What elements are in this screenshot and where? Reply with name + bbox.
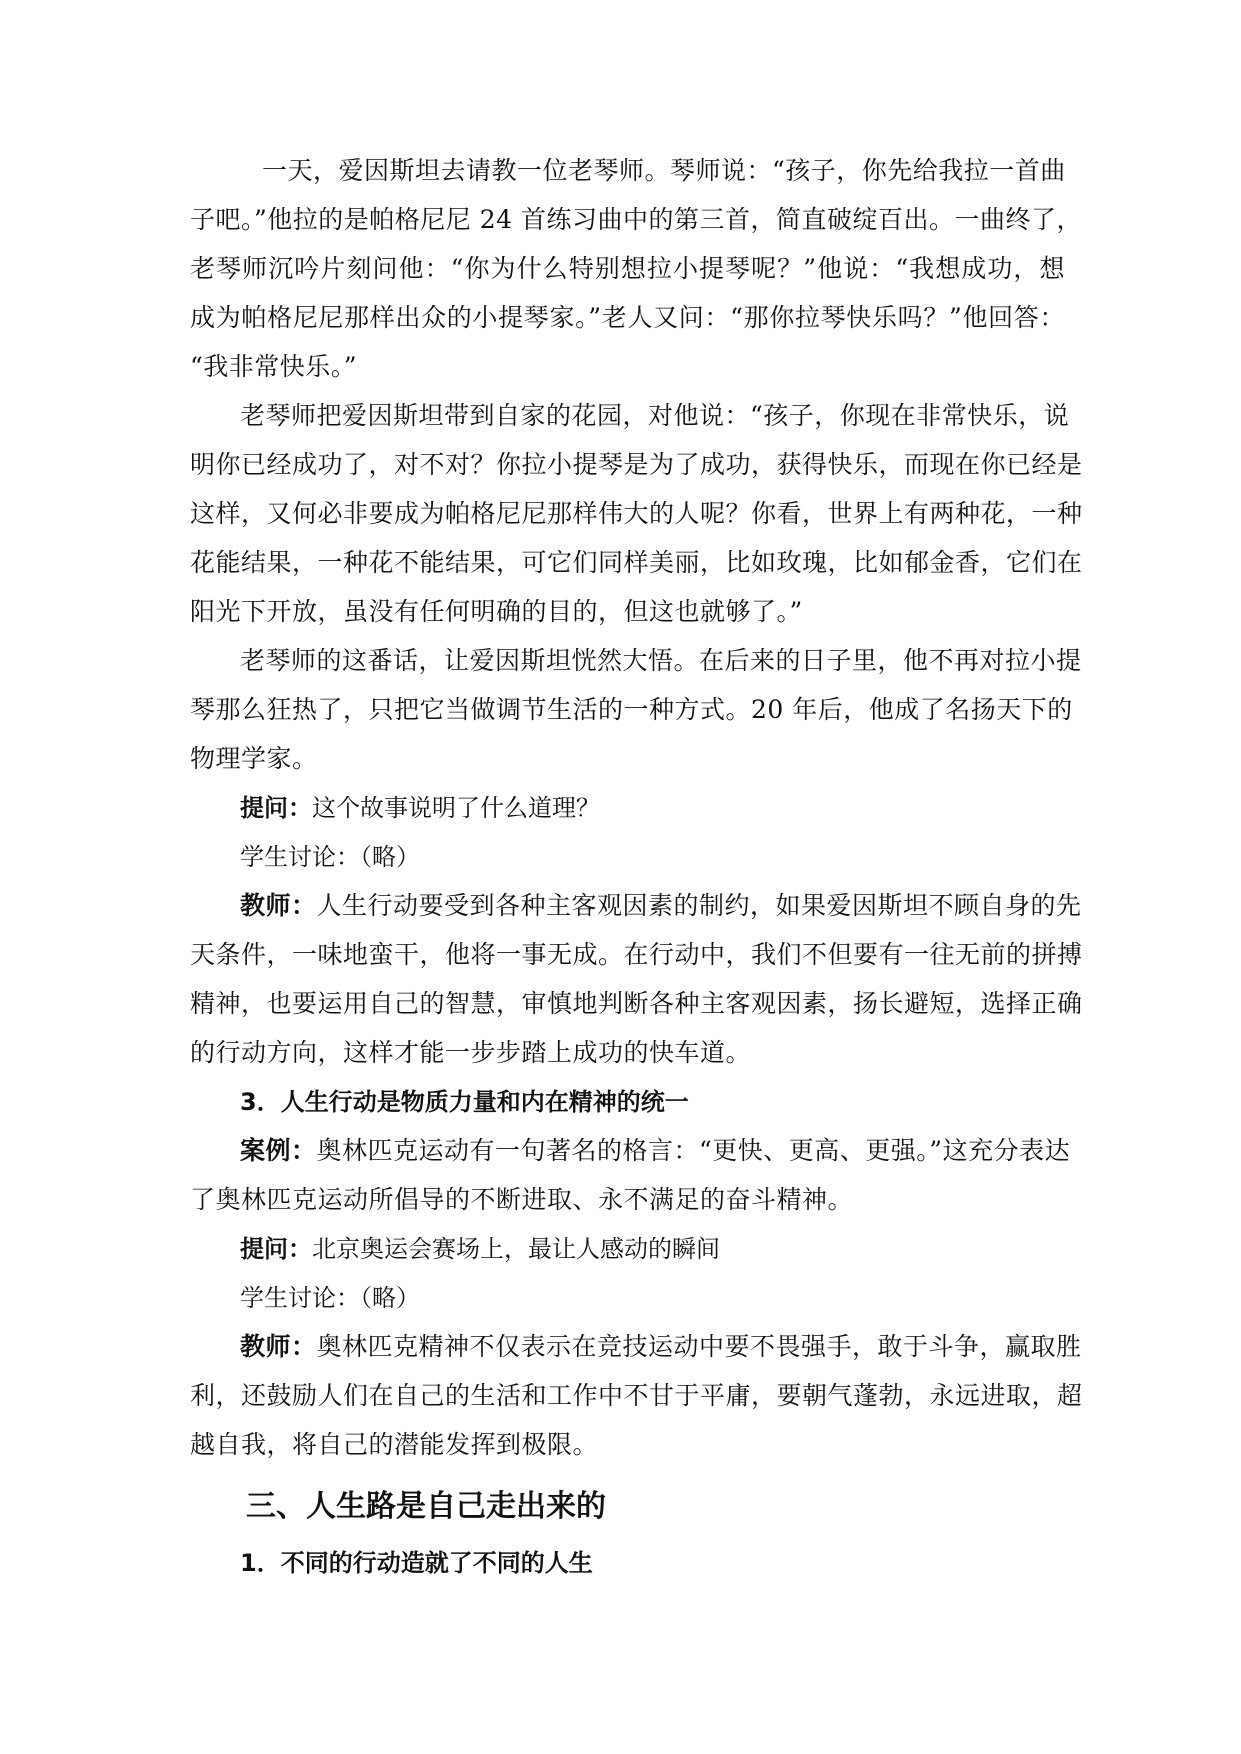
- document-page: [190, 156, 1083, 1597]
- text-line: “我非常快乐。”: [190, 352, 358, 381]
- text-line: 物理学家。: [190, 744, 318, 773]
- text-line: 精神，也要运用自己的智慧，审慎地判断各种主客观因素，扬长避短，选择正确: [190, 989, 1083, 1018]
- teacher-text: 人生行动要受到各种主客观因素的制约，如果爱因斯坦不顾自身的先: [316, 891, 1082, 920]
- teacher-text: 奥林匹克精神不仅表示在竞技运动中要不畏强手，敢于斗争，赢取胜: [316, 1332, 1082, 1361]
- case-paragraph: [190, 1136, 1071, 1234]
- teacher-paragraph-1: [190, 891, 1083, 1087]
- text-line: 阳光下开放，虽没有任何明确的目的，但这也就够了。”: [190, 597, 803, 626]
- text-line: [190, 1332, 1082, 1381]
- teacher-paragraph-2: [190, 1332, 1083, 1479]
- teacher-label: 教师：: [240, 1332, 317, 1361]
- text-line: 琴那么狂热了，只把它当做调节生活的一种方式。20 年后，他成了名扬天下的: [190, 695, 1073, 724]
- question-label: 提问：: [240, 1235, 312, 1263]
- text-line: 老琴师把爱因斯坦带到自家的花园，对他说：“孩子，你现在非常快乐，说: [240, 401, 1070, 430]
- question-2: [190, 1234, 1065, 1283]
- text-line: 子吧。”他拉的是帕格尼尼 24 首练习曲中的第三首，简直破绽百出。一曲终了，: [190, 205, 1082, 234]
- text-line: 一天，爱因斯坦去请教一位老琴师。琴师说：“孩子，你先给我拉一首曲: [262, 156, 1066, 185]
- subheading-3: 3．人生行动是物质力量和内在精神的统一: [240, 1088, 689, 1116]
- story-paragraph-2: [190, 401, 1083, 646]
- teacher-label: 教师：: [240, 891, 317, 920]
- text-line: 花能结果，一种花不能结果，可它们同样美丽，比如玫瑰，比如郁金香，它们在: [190, 548, 1083, 577]
- text-line: 了奥林匹克运动所倡导的不断进取、永不满足的奋斗精神。: [190, 1185, 854, 1214]
- story-paragraph-1: [190, 156, 1082, 401]
- case-text: 奥林匹克运动有一句著名的格言：“更快、更高、更强。”这充分表达: [316, 1136, 1071, 1165]
- question-text: 这个故事说明了什么道理？: [312, 794, 600, 822]
- text-line: 越自我，将自己的潜能发挥到极限。: [190, 1430, 599, 1459]
- subheading-1: 1．不同的行动造就了不同的人生: [240, 1549, 593, 1577]
- section-heading: 三、人生路是自己走出来的: [246, 1489, 606, 1524]
- text-line: 的行动方向，这样才能一步步踏上成功的快车道。: [190, 1038, 752, 1067]
- text-line: 老琴师的这番话，让爱因斯坦恍然大悟。在后来的日子里，他不再对拉小提: [240, 646, 1082, 675]
- question-text: 北京奥运会赛场上，最让人感动的瞬间: [312, 1235, 720, 1263]
- text-line: 成为帕格尼尼那样出众的小提琴家。”老人又问：“那你拉琴快乐吗？”他回答：: [190, 303, 1065, 332]
- case-label: 案例：: [240, 1136, 317, 1165]
- discussion-2: 学生讨论：（略）: [240, 1284, 420, 1312]
- question-label: 提问：: [240, 794, 312, 822]
- story-paragraph-3: [190, 646, 1082, 793]
- text-line: 这样，又何必非要成为帕格尼尼那样伟大的人呢？你看，世界上有两种花，一种: [190, 499, 1083, 528]
- text-line: [190, 891, 1082, 940]
- discussion-1: 学生讨论：（略）: [240, 843, 420, 871]
- text-line: 明你已经成功了，对不对？你拉小提琴是为了成功，获得快乐，而现在你已经是: [190, 450, 1083, 479]
- question-1: [190, 793, 1065, 842]
- text-line: 利，还鼓励人们在自己的生活和工作中不甘于平庸，要朝气蓬勃，永远进取，超: [190, 1381, 1083, 1410]
- text-line: 天条件，一味地蛮干，他将一事无成。在行动中，我们不但要有一往无前的拼搏: [190, 940, 1083, 969]
- text-line: 老琴师沉吟片刻问他：“你为什么特别想拉小提琴呢？”他说：“我想成功，想: [190, 254, 1065, 283]
- text-line: [190, 1136, 1071, 1185]
